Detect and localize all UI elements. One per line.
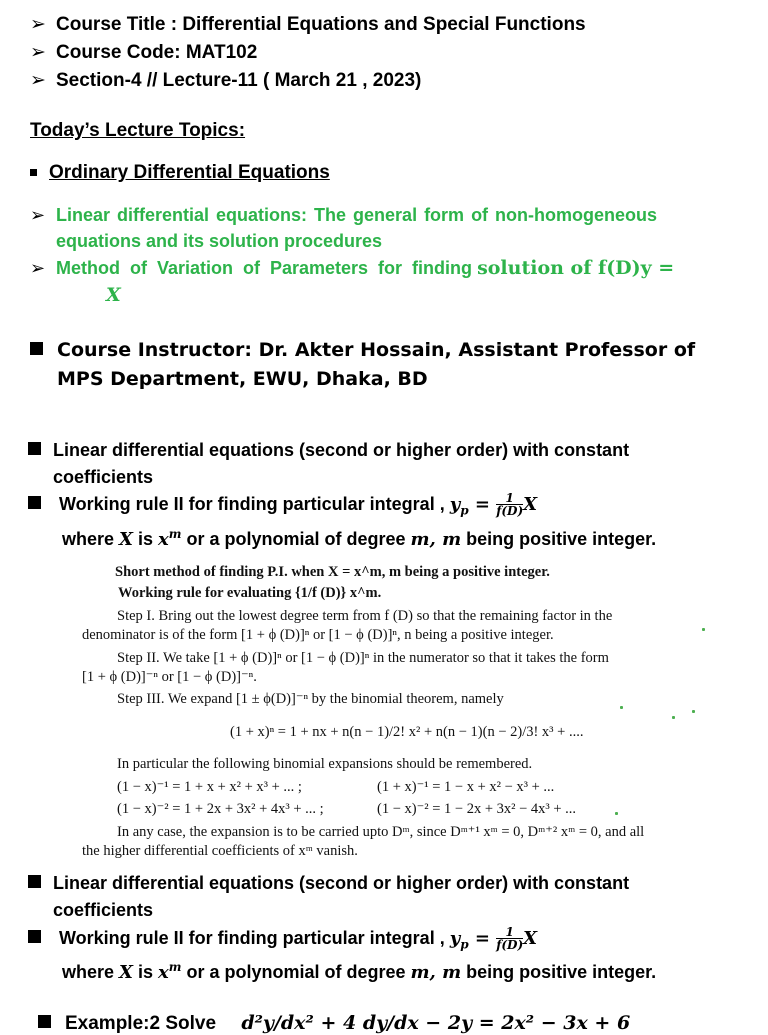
course-code-text: Course Code: MAT102 <box>56 42 258 63</box>
fraction <box>496 492 523 518</box>
excerpt-expansion-2a: (1 − x)⁻² = 1 + 2x + 3x² + 4x³ + ... ; <box>117 801 324 817</box>
speck-decoration <box>692 710 695 713</box>
green-item-2 <box>30 257 755 279</box>
green-item-2-text: Method of Variation of Parameters for finding <box>56 258 473 278</box>
fraction-denominator: f(D) <box>496 938 524 952</box>
fraction-numerator: 1 <box>496 926 523 939</box>
math-m: m, m <box>410 529 462 550</box>
arrow-bullet-icon: ➢ <box>30 258 46 278</box>
excerpt-particular: In particular the following binomial expansions should be remembered. <box>117 756 533 772</box>
excerpt-anycase-b: the higher differential coefficients of xᵐ vanish. <box>82 843 358 859</box>
square-bullet-icon <box>38 1015 51 1028</box>
where-text: being positive integer. <box>461 529 657 549</box>
square-bullet-icon <box>28 930 41 943</box>
excerpt-expansion-2b: (1 − x)⁻² = 1 − 2x + 3x² − 4x³ + ... <box>377 801 577 817</box>
where-text: where <box>62 962 120 982</box>
where-text: is <box>133 529 159 549</box>
course-title <box>30 13 586 36</box>
math-sup-m: m <box>168 527 182 541</box>
block-1-where <box>62 527 656 550</box>
math-X: X <box>119 529 133 550</box>
instructor-line-2: MPS Department, EWU, Dhaka, BD <box>57 368 428 390</box>
example-equation: d²y/dx² + 4 dy/dx − 2y = 2x² − 3x + 6 <box>241 1012 631 1034</box>
block-2-heading <box>28 873 629 894</box>
where-text: being positive integer. <box>461 962 657 982</box>
excerpt-anycase-a: In any case, the expansion is to be carried upto Dᵐ, since Dᵐ⁺¹ xᵐ = 0, Dᵐ⁺² xᵐ = 0, and all <box>117 824 645 840</box>
speck-decoration <box>620 706 623 709</box>
speck-decoration <box>702 628 705 631</box>
arrow-bullet-icon: ➢ <box>30 42 46 63</box>
where-text: where <box>62 529 120 549</box>
math-X: X <box>523 493 538 515</box>
block-2-where <box>62 960 656 983</box>
block-1-heading <box>28 440 629 461</box>
course-title-text: Course Title : Differential Equations and Special Functions <box>56 14 586 35</box>
math-sup-m: m <box>168 960 182 974</box>
excerpt-expansion-1b: (1 + x)⁻¹ = 1 − x + x² − x³ + ... <box>377 779 555 795</box>
math-sub-p: p <box>460 937 469 952</box>
arrow-bullet-icon: ➢ <box>30 70 46 91</box>
example-label: Example:2 Solve <box>65 1013 217 1034</box>
math-eq: = <box>468 927 497 949</box>
math-y: y <box>449 927 461 949</box>
math-x: x <box>158 529 169 550</box>
block-2-rule-text: Working rule II for finding particular integral , <box>59 927 445 948</box>
course-code <box>30 41 257 64</box>
square-bullet-icon <box>30 169 37 176</box>
excerpt-step-3: Step III. We expand [1 ± ϕ(D)]⁻ⁿ by the binomial theorem, namely <box>117 691 504 707</box>
block-2-heading-line-2: coefficients <box>53 900 154 920</box>
excerpt-step-2-b: [1 + ϕ (D)]⁻ⁿ or [1 − ϕ (D)]⁻ⁿ. <box>82 669 257 685</box>
excerpt-expansion-1a: (1 − x)⁻¹ = 1 + x + x² + x³ + ... ; <box>117 779 302 795</box>
square-bullet-icon <box>28 496 41 509</box>
math-eq: = <box>468 493 497 515</box>
square-bullet-icon <box>30 342 43 355</box>
fraction-numerator: 1 <box>496 492 523 505</box>
section-text: Section-4 // Lecture-11 ( March 21 , 2023) <box>56 70 422 91</box>
arrow-bullet-icon: ➢ <box>30 14 46 35</box>
section-info <box>30 69 421 92</box>
excerpt-step-1-a: Step I. Bring out the lowest degree term from f (D) so that the remaining factor in the <box>117 608 613 624</box>
math-m: m, m <box>410 962 462 983</box>
math-X: X <box>523 927 538 949</box>
excerpt-subtitle: Working rule for evaluating {1/f (D)} x^m. <box>118 585 382 601</box>
green-item-2-math-cont: X <box>106 284 121 306</box>
excerpt-step-2-a: Step II. We take [1 + ϕ (D)]ⁿ or [1 − ϕ (D)]ⁿ in the numerator so that it takes the form <box>117 650 609 666</box>
block-2-heading-line-1: Linear differential equations (second or higher order) with constant <box>53 873 630 893</box>
fraction <box>496 926 523 952</box>
math-sub-p: p <box>460 503 469 518</box>
green-item-1-line-1: Linear differential equations: The general form of non-homogeneous <box>56 205 658 225</box>
course-instructor <box>30 336 750 394</box>
math-X: X <box>119 962 133 983</box>
instructor-line-1: Course Instructor: Dr. Akter Hossain, Assistant Professor of <box>57 339 696 361</box>
math-y: y <box>449 493 461 515</box>
block-1-rule-text: Working rule II for finding particular integral , <box>59 493 445 514</box>
textbook-excerpt <box>80 560 705 865</box>
block-1-heading-line-2: coefficients <box>53 467 154 487</box>
speck-decoration <box>672 716 675 719</box>
excerpt-title: Short method of finding P.I. when X = x^m, m being a positive integer. <box>115 564 550 580</box>
ode-title: Ordinary Differential Equations <box>49 162 330 183</box>
arrow-bullet-icon: ➢ <box>30 205 46 225</box>
square-bullet-icon <box>28 442 41 455</box>
where-text: is <box>133 962 159 982</box>
excerpt-binomial: (1 + x)ⁿ = 1 + nx + n(n − 1)/2! x² + n(n − 1)(n − 2)/3! x³ + .... <box>230 724 584 740</box>
square-bullet-icon <box>28 875 41 888</box>
block-1-rule <box>28 492 537 518</box>
ode-topic <box>30 162 330 184</box>
where-text: or a polynomial of degree <box>181 529 411 549</box>
topics-heading: Today’s Lecture Topics: <box>30 120 246 141</box>
speck-decoration <box>615 812 618 815</box>
block-1-heading-line-1: Linear differential equations (second or higher order) with constant <box>53 440 630 460</box>
math-x: x <box>158 962 169 983</box>
excerpt-step-1-b: denominator is of the form [1 + ϕ (D)]ⁿ or [1 − ϕ (D)]ⁿ, n being a positive integer. <box>82 627 554 643</box>
green-item-2-math: solution of f(D)y = <box>477 257 675 279</box>
block-2-rule <box>28 926 537 952</box>
where-text: or a polynomial of degree <box>181 962 411 982</box>
fraction-denominator: f(D) <box>496 504 524 518</box>
green-item-1-line-2: equations and its solution procedures <box>56 231 383 251</box>
green-item-1 <box>30 205 750 252</box>
